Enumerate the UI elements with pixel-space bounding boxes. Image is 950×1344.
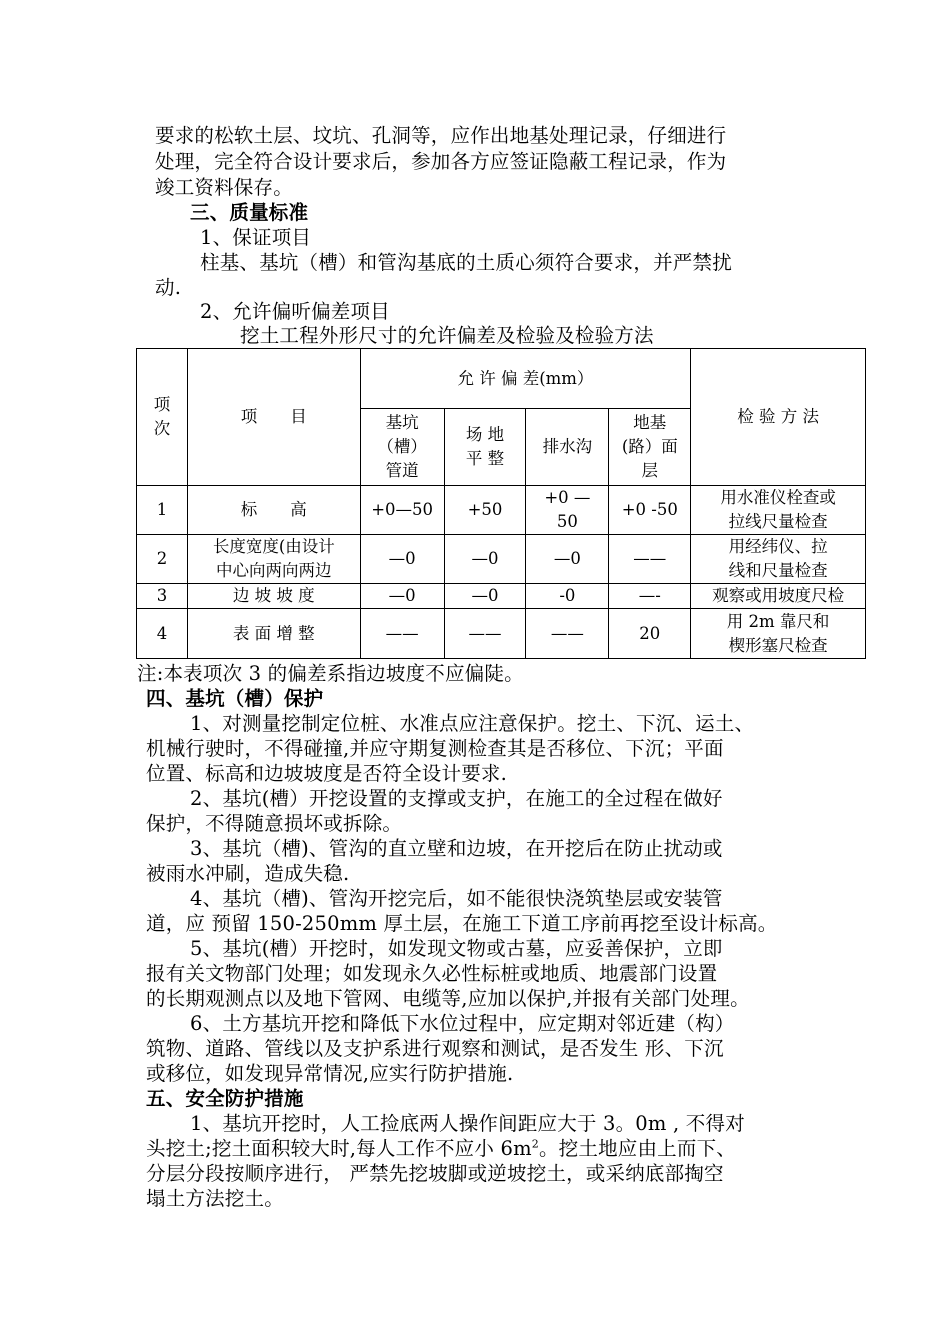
header-tolerance-group: 允 许 偏 差(mm） [360, 349, 691, 409]
paragraph-line: 1、基坑开挖时，人工捡底两人操作间距应大于 3。0m , 不得对 [190, 1112, 745, 1135]
row-value: —— [360, 609, 444, 659]
row-value: —0 [526, 535, 609, 584]
table-row [137, 609, 866, 659]
tolerance-table [136, 348, 866, 659]
row-index: 3 [137, 584, 188, 609]
row-value: +0—50 [360, 486, 444, 535]
section-heading-quality: 三、质量标准 [190, 201, 309, 224]
table-row [137, 535, 866, 584]
paragraph-line: 动. [155, 276, 182, 299]
subheading-guarantee: 1、保证项目 [200, 226, 312, 249]
row-value: —0 [360, 535, 444, 584]
paragraph-line: 处理，完全符合设计要求后，参加各方应签证隐蔽工程记录，作为 [155, 150, 727, 173]
subheading-tolerance: 2、允许偏听偏差项目 [200, 300, 390, 323]
table-title: 挖土工程外形尺寸的允许偏差及检验及检验方法 [240, 324, 654, 347]
row-item: 表 面 增 整 [187, 609, 360, 659]
row-method: 用水准仪栓查或 拉线尺量检查 [691, 486, 866, 535]
row-value: +0 -50 [609, 486, 691, 535]
paragraph-line: 保护，不得随意损坏或拆除。 [146, 812, 403, 835]
paragraph-line: 5、基坑(槽）开挖时，如发现文物或古墓，应妥善保护，立即 [190, 937, 723, 960]
row-value: -0 [526, 584, 609, 609]
paragraph-line: 的长期观测点以及地下管网、电缆等,应加以保护,并报有关部门处理。 [146, 987, 750, 1010]
row-item: 边 坡 坡 度 [187, 584, 360, 609]
paragraph-line: 被雨水冲刷，造成失稳. [146, 862, 350, 885]
table-note: 注:本表项次 3 的偏差系指边坡度不应偏陡。 [137, 662, 524, 685]
row-value: —- [609, 584, 691, 609]
row-item: 标 高 [187, 486, 360, 535]
row-value: +50 [444, 486, 526, 535]
paragraph-line: 或移位，如发现异常情况,应实行防护措施. [146, 1062, 514, 1085]
row-method: 用 2m 靠尺和 楔形塞尺检查 [691, 609, 866, 659]
header-sub-drain: 排水沟 [526, 409, 609, 486]
line-part: 。挖土地应由上而下、 [538, 1137, 736, 1160]
paragraph-line: 竣工资料保存。 [155, 176, 293, 199]
row-index: 2 [137, 535, 188, 584]
paragraph-line: 分层分段按顺序进行， 严禁先挖坡脚或逆坡挖土，或采纳底部掏空 [146, 1162, 724, 1185]
section-heading-safety: 五、安全防护措施 [146, 1087, 304, 1110]
header-index: 项 次 [137, 349, 188, 486]
superscript: 2 [531, 1137, 539, 1151]
row-value: +0 — 50 [526, 486, 609, 535]
paragraph-line: 要求的松软土层、坟坑、孔洞等，应作出地基处理记录，仔细进行 [155, 124, 727, 147]
header-sub-pit: 基坑 （槽） 管道 [360, 409, 444, 486]
table-row [137, 584, 866, 609]
row-index: 4 [137, 609, 188, 659]
paragraph-line: 机械行驶时，不得碰撞,并应守期复测检查其是否移位、下沉；平面 [146, 737, 724, 760]
paragraph-line: 道，应 预留 150-250mm 厚土层，在施工下道工序前再挖至设计标高。 [146, 912, 778, 935]
paragraph-line: 柱基、基坑（槽）和管沟基底的土质心须符合要求，并严禁扰 [200, 251, 732, 274]
row-value: —— [444, 609, 526, 659]
paragraph-line: 3、基坑（槽)、管沟的直立壁和边坡，在开挖后在防止扰动或 [190, 837, 723, 860]
table-row [137, 486, 866, 535]
header-item: 项 目 [187, 349, 360, 486]
section-heading-protection: 四、基坑（槽）保护 [146, 687, 324, 710]
paragraph-line: 塌土方法挖土。 [146, 1187, 284, 1210]
paragraph-line: 1、对测量挖制定位桩、水准点应注意保护。挖土、下沉、运土、 [190, 712, 755, 735]
paragraph-line: 位置、标高和边坡坡度是否符全设计要求. [146, 762, 507, 785]
paragraph-line: 4、基坑（槽)、管沟开挖完后，如不能很快浇筑垫层或安装管 [190, 887, 723, 910]
paragraph-line: 筑物、道路、管线以及支护系进行观察和测试，是否发生 形、下沉 [146, 1037, 724, 1060]
row-value: —0 [444, 584, 526, 609]
header-method: 检 验 方 法 [691, 349, 866, 486]
row-value: 20 [609, 609, 691, 659]
row-value: —0 [444, 535, 526, 584]
row-index: 1 [137, 486, 188, 535]
row-item: 长度宽度(由设计 中心向两向两边 [187, 535, 360, 584]
paragraph-line [146, 1137, 736, 1161]
row-value: —— [526, 609, 609, 659]
row-value: —— [609, 535, 691, 584]
header-sub-site: 场 地 平 整 [444, 409, 526, 486]
paragraph-line: 报有关文物部门处理；如发现永久必性标桩或地质、地震部门设置 [146, 962, 718, 985]
row-method: 观察或用坡度尺检 [691, 584, 866, 609]
paragraph-line: 6、土方基坑开挖和降低下水位过程中，应定期对邻近建（构） [190, 1012, 735, 1035]
paragraph-line: 2、基坑(槽）开挖设置的支撑或支护，在施工的全过程在做好 [190, 787, 723, 810]
header-sub-base: 地基 (路）面 层 [609, 409, 691, 486]
row-value: —0 [360, 584, 444, 609]
row-method: 用经纬仪、拉 线和尺量检查 [691, 535, 866, 584]
line-part: 头挖土;挖土面积较大时,每人工作不应小 6m [146, 1137, 532, 1160]
